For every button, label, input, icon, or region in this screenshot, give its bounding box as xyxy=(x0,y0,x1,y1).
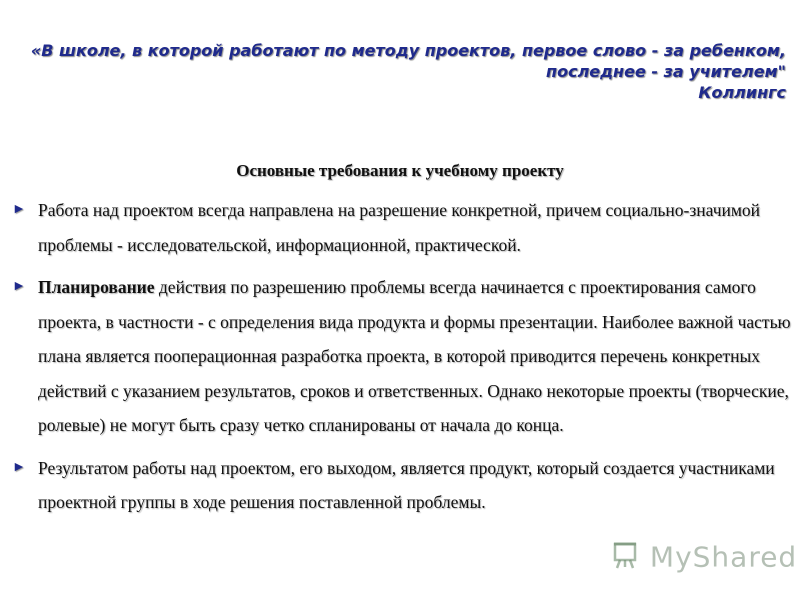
list-item xyxy=(12,270,792,443)
bullet-arrow-icon: ► xyxy=(12,202,26,217)
list-item xyxy=(12,451,792,520)
requirements-list xyxy=(12,193,792,528)
list-item-text: Работа над проектом всегда направлена на разрешение конкретной, причем социально-значимой проблемы - исследовательской, информационной, практической. xyxy=(38,200,761,255)
list-item xyxy=(12,193,792,262)
list-item-text: Результатом работы над проектом, его выходом, является продукт, который создается участниками проектной группы в ходе решения поставленной проблемы. xyxy=(38,457,775,512)
bullet-arrow-icon: ► xyxy=(12,279,26,294)
watermark-text: MyShared xyxy=(649,540,798,574)
list-item-text: действия по разрешению проблемы всегда начинается с проектирования самого проекта, в частности - с определения вида продукта и формы презентации. Наиболее важной частью плана является пооперационная разработка проекта, в которой приводится перечень конкретных действий с указанием результатов, сроков и ответственных. Однако некоторые проекты (творческие, ролевые) не могут быть сразу четко спланированы от начала до конца. xyxy=(38,277,791,435)
watermark-logo xyxy=(612,540,797,577)
presentation-board-icon xyxy=(612,540,640,577)
epigraph-quote xyxy=(16,40,786,103)
epigraph-line-1: «В школе, в которой работают по методу проектов, первое слово - за ребенком, xyxy=(30,41,786,60)
bullet-arrow-icon: ► xyxy=(12,459,26,475)
epigraph-author: Коллингс xyxy=(698,83,786,102)
list-item-emphasis: Планирование xyxy=(38,277,155,297)
section-heading: Основные требования к учебному проекту xyxy=(236,161,564,180)
epigraph-line-2: последнее - за учителем" xyxy=(546,62,786,81)
